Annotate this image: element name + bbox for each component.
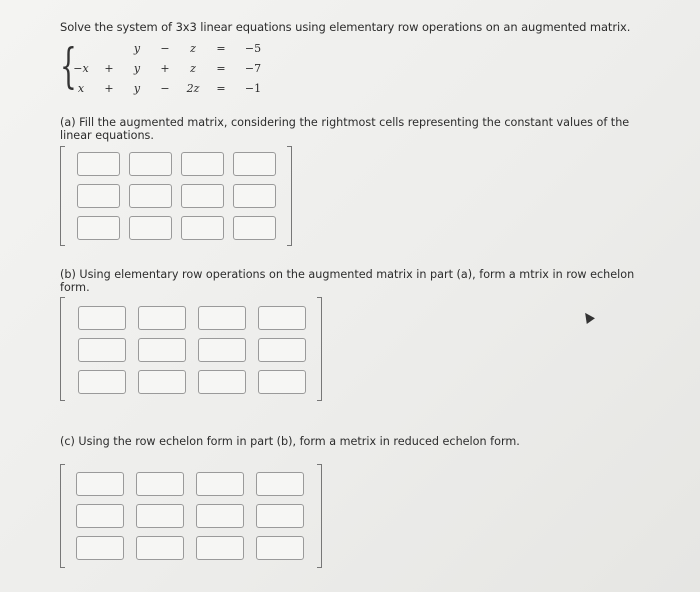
matrix-b-cell-r3c1[interactable] (78, 370, 126, 394)
eq3-rhs: −1 (244, 82, 262, 95)
matrix-a-cell-r3c3[interactable] (181, 216, 224, 240)
matrix-b-cell-r2c4[interactable] (258, 338, 306, 362)
matrix-b-cell-r2c3[interactable] (198, 338, 246, 362)
matrix-c-left-bracket (60, 464, 65, 568)
eq1-op2: − (160, 42, 170, 55)
matrix-b-cell-r2c1[interactable] (78, 338, 126, 362)
matrix-b-cell-r1c3[interactable] (198, 306, 246, 330)
matrix-a-cell-r2c3[interactable] (181, 184, 224, 208)
matrix-b-cell-r3c4[interactable] (258, 370, 306, 394)
matrix-a-cell-r3c2[interactable] (129, 216, 172, 240)
mouse-pointer-icon (581, 310, 595, 324)
eq1-term2: y (133, 42, 141, 55)
matrix-c-cell-r3c2[interactable] (136, 536, 184, 560)
matrix-a-cell-r2c4[interactable] (233, 184, 276, 208)
matrix-a-cell-r1c2[interactable] (129, 152, 172, 176)
matrix-c-cell-r2c3[interactable] (196, 504, 244, 528)
matrix-b-cell-r1c2[interactable] (138, 306, 186, 330)
matrix-b-cell-r2c2[interactable] (138, 338, 186, 362)
matrix-a-cell-r2c2[interactable] (129, 184, 172, 208)
matrix-c-cell-r2c4[interactable] (256, 504, 304, 528)
eq2-rhs: −7 (244, 62, 262, 75)
eq2-op1: + (104, 62, 114, 75)
matrix-c-cell-r3c1[interactable] (76, 536, 124, 560)
matrix-b-right-bracket (317, 297, 322, 401)
eq1-term3: z (190, 42, 196, 55)
eq1-equals: = (216, 42, 226, 55)
matrix-b-cell-r3c2[interactable] (138, 370, 186, 394)
part-a-text: (a) Fill the augmented matrix, considering the rightmost cells representing the constant values of the linear equations. (60, 116, 630, 142)
part-b-text: (b) Using elementary row operations on the augmented matrix in part (a), form a mtrix in row echelon form. (60, 268, 635, 294)
matrix-a (60, 146, 292, 246)
matrix-c-cell-r3c4[interactable] (256, 536, 304, 560)
matrix-c-cell-r2c1[interactable] (76, 504, 124, 528)
matrix-b (60, 297, 322, 401)
matrix-a-cell-r3c1[interactable] (77, 216, 120, 240)
matrix-a-cell-r2c1[interactable] (77, 184, 120, 208)
eq3-term2: y (133, 82, 141, 95)
matrix-b-cell-r1c1[interactable] (78, 306, 126, 330)
matrix-b-cell-r3c3[interactable] (198, 370, 246, 394)
matrix-a-cell-r1c3[interactable] (181, 152, 224, 176)
matrix-c-cell-r1c1[interactable] (76, 472, 124, 496)
left-brace: { (60, 38, 77, 94)
eq1-rhs: −5 (244, 42, 262, 55)
eq3-term3: 2z (186, 82, 200, 95)
matrix-a-cell-r1c4[interactable] (233, 152, 276, 176)
matrix-c-cell-r2c2[interactable] (136, 504, 184, 528)
matrix-a-cell-r3c4[interactable] (233, 216, 276, 240)
matrix-c (60, 464, 322, 568)
matrix-c-cell-r3c3[interactable] (196, 536, 244, 560)
eq3-term1: x (77, 82, 85, 95)
matrix-c-cell-r1c4[interactable] (256, 472, 304, 496)
matrix-a-cell-r1c1[interactable] (77, 152, 120, 176)
matrix-b-left-bracket (60, 297, 65, 401)
matrix-c-cell-r1c3[interactable] (196, 472, 244, 496)
equation-system (58, 40, 298, 102)
eq3-op1: + (104, 82, 114, 95)
matrix-a-left-bracket (60, 146, 65, 246)
question-text: Solve the system of 3x3 linear equations using elementary row operations on an augmented matrix. (60, 20, 631, 34)
eq2-term2: y (133, 62, 141, 75)
eq2-term1: −x (73, 62, 89, 75)
eq2-equals: = (216, 62, 226, 75)
matrix-c-right-bracket (317, 464, 322, 568)
eq2-term3: z (190, 62, 196, 75)
part-c-text: (c) Using the row echelon form in part (b), form a metrix in reduced echelon form. (60, 435, 520, 448)
eq3-op2: − (160, 82, 170, 95)
eq3-equals: = (216, 82, 226, 95)
matrix-c-cell-r1c2[interactable] (136, 472, 184, 496)
eq2-op2: + (160, 62, 170, 75)
matrix-b-cell-r1c4[interactable] (258, 306, 306, 330)
matrix-a-right-bracket (287, 146, 292, 246)
